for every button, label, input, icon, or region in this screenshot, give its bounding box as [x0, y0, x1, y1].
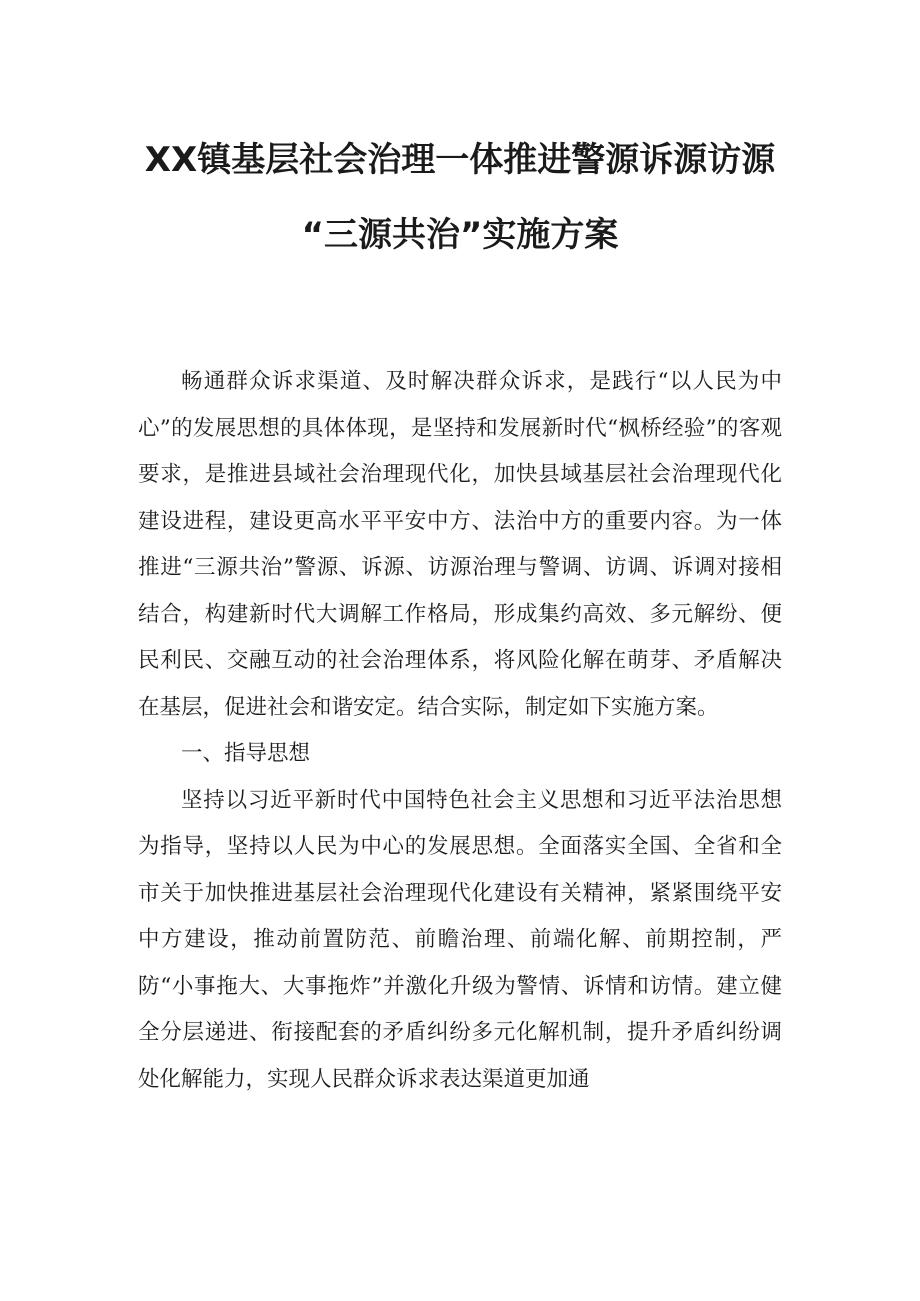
document-body [138, 359, 782, 1103]
section-heading-guiding-ideology: 一、指导思想 [181, 741, 311, 766]
document-title-line-1: XX镇基层社会治理一体推进警源诉源访源 [144, 140, 776, 180]
document-title-line-2: “三源共治”实施方案 [301, 215, 619, 255]
intro-paragraph: 畅通群众诉求渠道、及时解决群众诉求，是践行“以人民为中心”的发展思想的具体体现，是坚持和发展新时代“枫桥经验”的客观要求，是推进县域社会治理现代化，加快县域基层社会治理现代化建设进程，建设更高水平平安中方、法治中方的重要内容。为一体推进“三源共治”警源、诉源、访源治理与警调、访调、诉调对接相结合，构建新时代大调解工作格局，形成集约高效、多元解纷、便民利民、交融互动的社会治理体系，将风险化解在萌芽、矛盾解决在基层，促进社会和谐安定。结合实际，制定如下实施方案。 [138, 369, 782, 720]
guiding-ideology-paragraph: 坚持以习近平新时代中国特色社会主义思想和习近平法治思想为指导，坚持以人民为中心的发展思想。全面落实全国、全省和全市关于加快推进基层社会治理现代化建设有关精神，紧紧围绕平安中方建设，推动前置防范、前瞻治理、前端化解、前期控制，严防“小事拖大、大事拖炸”并激化升级为警情、诉情和访情。建立健全分层递进、衔接配套的矛盾纠纷多元化解机制，提升矛盾纠纷调处化解能力，实现人民群众诉求表达渠道更加通 [138, 787, 782, 1092]
